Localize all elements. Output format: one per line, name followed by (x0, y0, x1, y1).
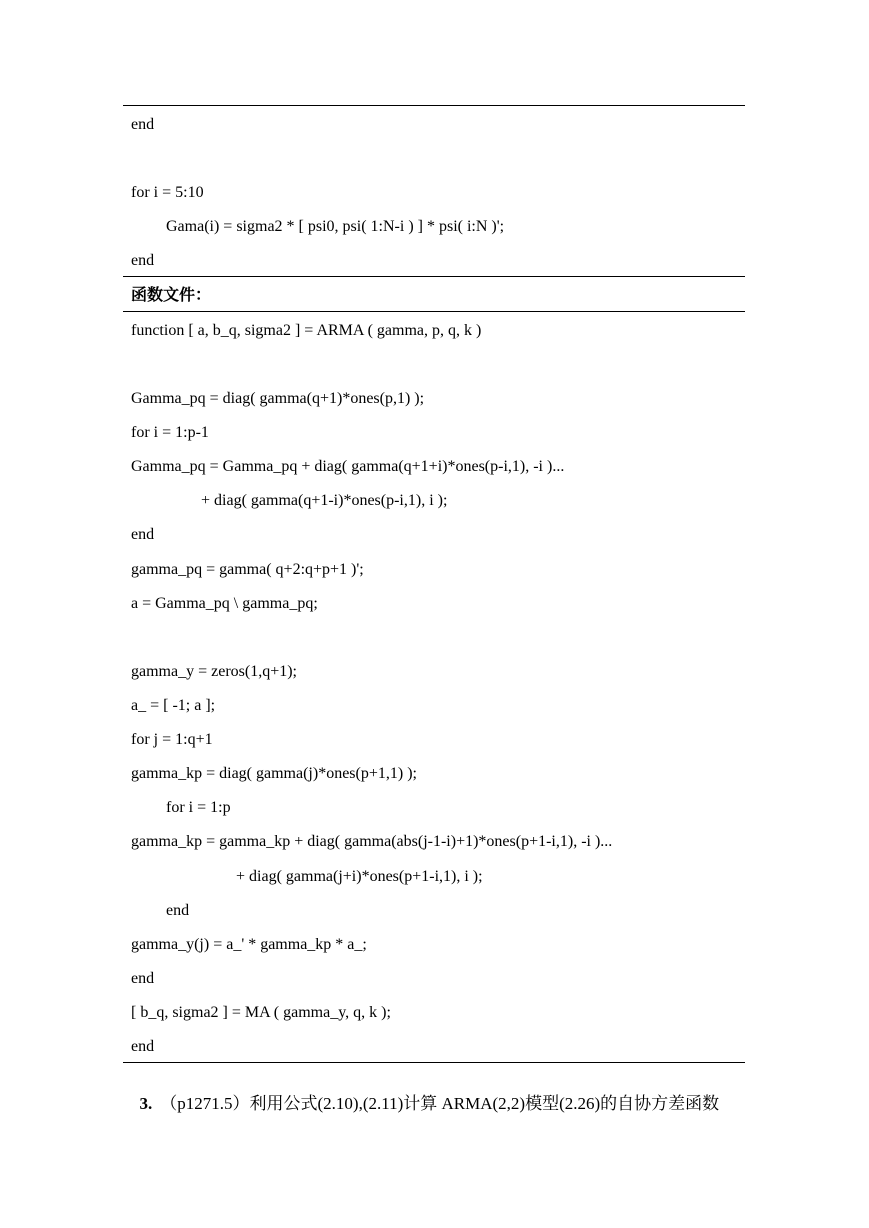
code-line: + diag( gamma(j+i)*ones(p+1-i,1), i ); (236, 868, 483, 885)
problem-text: （p1271.5）利用公式(2.10),(2.11)计算 ARMA(2,2)模型(2.26)的自协方差函数 (160, 1094, 720, 1113)
code-line: end (131, 252, 155, 269)
code-line: end (131, 1038, 155, 1055)
code-line: for j = 1:q+1 (131, 731, 213, 748)
code-line: function [ a, b_q, sigma2 ] = ARMA ( gamma, p, q, k ) (131, 322, 482, 339)
code-line: end (131, 526, 155, 543)
code-line: a_ = [ -1; a ]; (131, 697, 216, 714)
code-line: gamma_pq = gamma( q+2:q+p+1 )'; (131, 561, 364, 578)
section-divider (123, 311, 745, 312)
problem-statement (131, 1071, 719, 1115)
code-line: gamma_kp = diag( gamma(j)*ones(p+1,1) ); (131, 765, 417, 782)
code-line: a = Gamma_pq \ gamma_pq; (131, 595, 318, 612)
code-line: Gamma_pq = diag( gamma(q+1)*ones(p,1) ); (131, 390, 425, 407)
problem-number: 3. (139, 1094, 153, 1113)
code-line: + diag( gamma(q+1-i)*ones(p-i,1), i ); (201, 492, 448, 509)
code-line: for i = 1:p-1 (131, 424, 209, 441)
table-top-rule (123, 105, 745, 106)
code-line: end (166, 902, 190, 919)
table-bottom-rule (123, 1062, 745, 1063)
code-line: [ b_q, sigma2 ] = MA ( gamma_y, q, k ); (131, 1004, 391, 1021)
code-line: Gamma_pq = Gamma_pq + diag( gamma(q+1+i)*ones(p-i,1), -i )... (131, 458, 565, 475)
section-heading: 函数文件： (131, 287, 212, 304)
code-line: end (131, 116, 155, 133)
code-line: for i = 1:p (166, 799, 231, 816)
code-line: Gama(i) = sigma2 * [ psi0, psi( 1:N-i ) ] * psi( i:N )'; (166, 218, 505, 235)
code-line: for i = 5:10 (131, 184, 204, 201)
code-line: gamma_y(j) = a_' * gamma_kp * a_; (131, 936, 367, 953)
code-line: gamma_kp = gamma_kp + diag( gamma(abs(j-1-i)+1)*ones(p+1-i,1), -i )... (131, 833, 613, 850)
section-divider (123, 276, 745, 277)
code-line: end (131, 970, 155, 987)
code-line: gamma_y = zeros(1,q+1); (131, 663, 297, 680)
